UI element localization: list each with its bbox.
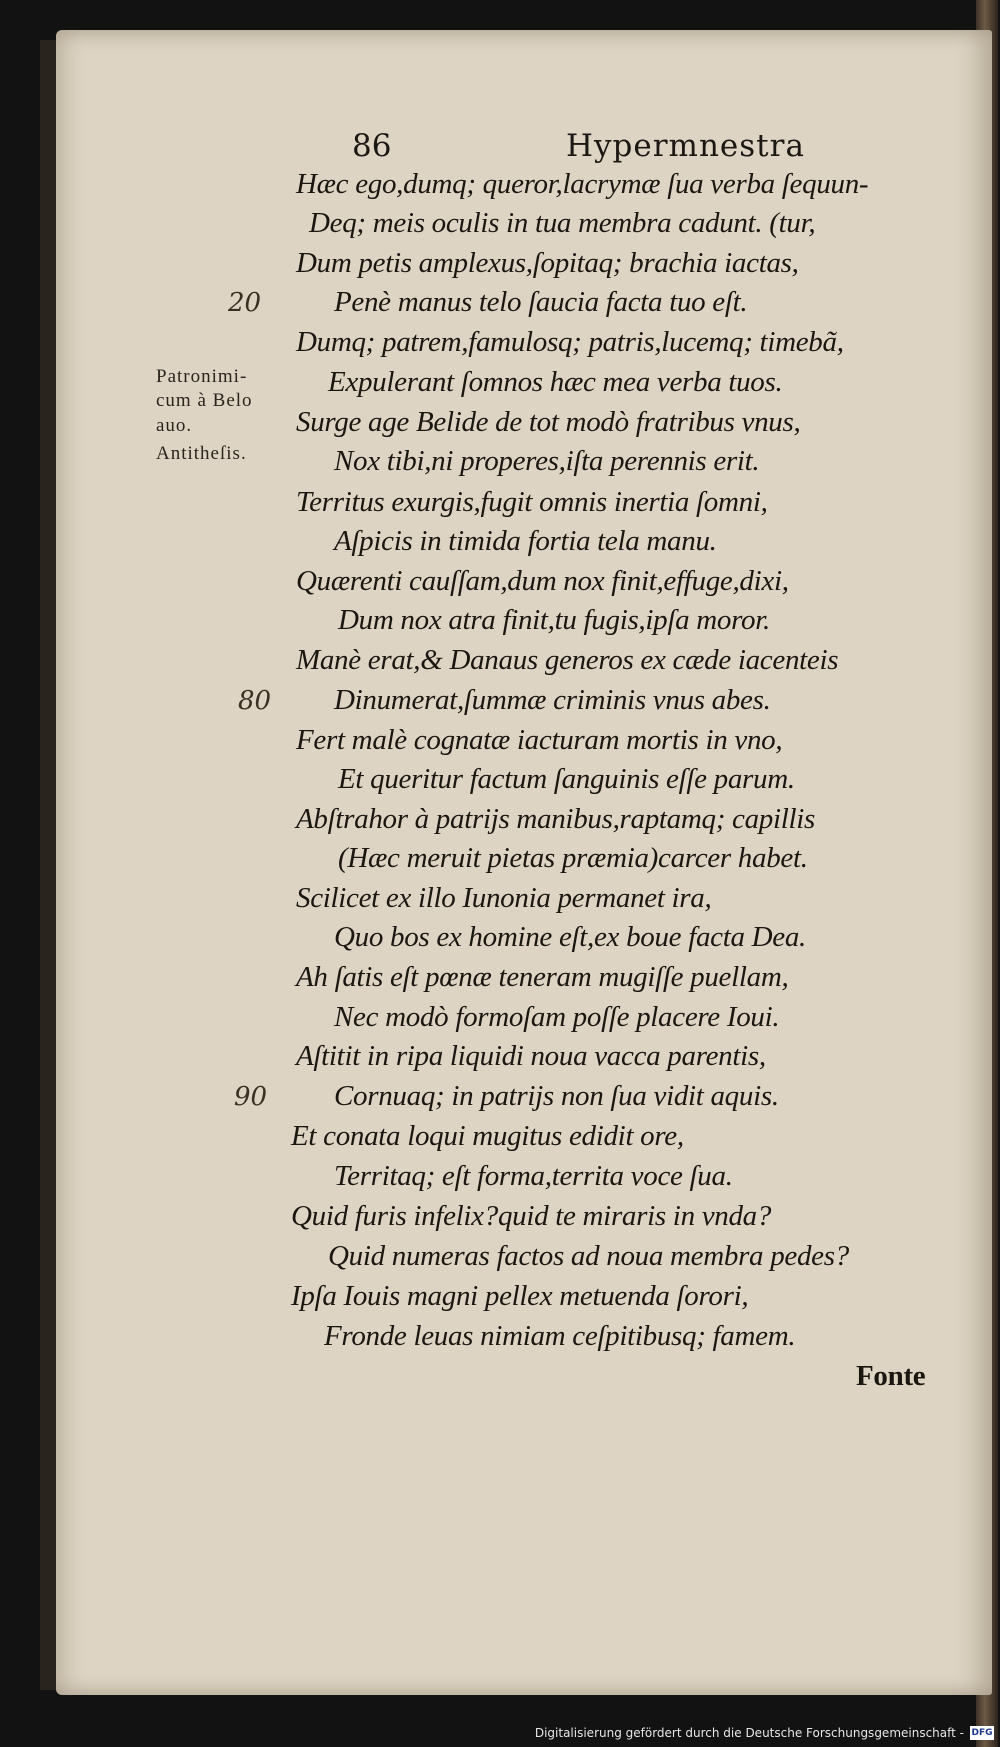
verse-line: Quærenti cauſſam,dum nox finit,effuge,dixi, <box>296 565 789 597</box>
margin-note: auo. <box>156 415 193 436</box>
verse-line: Surge age Belide de tot modò fratribus vnus, <box>296 406 801 438</box>
verse-line: Dum petis amplexus,ſopitaq; brachia iactas, <box>296 247 799 279</box>
verse-line: Hæc ego,dumq; queror,lacrymæ ſua verba ſequun- <box>296 168 869 200</box>
verse-block <box>56 30 992 1695</box>
margin-note: Patronimi- <box>156 366 248 387</box>
verse-line: Nec modò formoſam poſſe placere Ioui. <box>334 1001 780 1033</box>
dfg-logo-icon: DFG <box>971 1728 993 1738</box>
verse-line: Expulerant ſomnos hæc mea verba tuos. <box>328 366 783 398</box>
margin-note: Antitheſis. <box>156 443 247 464</box>
verse-line: Abſtrahor à patrijs manibus,raptamq; capillis <box>296 803 816 835</box>
credit-text: Digitalisierung gefördert durch die Deutsche Forschungsgemeinschaft - <box>534 1726 964 1740</box>
verse-line: Territaq; eſt forma,territa voce ſua. <box>334 1160 733 1192</box>
verse-line: Aſtitit in ripa liquidi noua vacca parentis, <box>296 1040 766 1072</box>
verse-line: Manè erat,& Danaus generos ex cæde iacenteis <box>296 644 839 676</box>
book-title: Hypermnestra <box>566 128 805 164</box>
verse-line: Dum nox atra finit,tu fugis,ipſa moror. <box>338 604 770 636</box>
verse-line: Dumq; patrem,famulosq; patris,lucemq; timebã, <box>296 326 844 358</box>
verse-line: Quid furis infelix?quid te miraris in vnda? <box>291 1200 772 1232</box>
verse-line: Et queritur factum ſanguinis eſſe parum. <box>338 763 795 795</box>
verse-line: Deq; meis oculis in tua membra cadunt. (tur, <box>309 207 816 239</box>
verse-line: Et conata loqui mugitus edidit ore, <box>291 1120 684 1152</box>
verse-line: Scilicet ex illo Iunonia permanet ira, <box>296 882 712 914</box>
verse-line: Penè manus telo ſaucia facta tuo eſt. <box>334 286 748 318</box>
catchword: Fonte <box>856 1360 926 1392</box>
verse-line: Territus exurgis,fugit omnis inertia ſomni, <box>296 486 768 518</box>
verse-line: Aſpicis in timida fortia tela manu. <box>334 525 717 557</box>
book-page <box>56 30 992 1695</box>
handwritten-line-number: 20 <box>228 288 262 318</box>
verse-line: Ipſa Iouis magni pellex metuenda ſorori, <box>291 1280 749 1312</box>
verse-line: Fert malè cognatæ iacturam mortis in vno, <box>296 724 783 756</box>
verse-line: (Hæc meruit pietas præmia)carcer habet. <box>338 842 808 874</box>
verse-line: Nox tibi,ni properes,iſta perennis erit. <box>334 445 760 477</box>
verse-line: Fronde leuas nimiam ceſpitibusq; famem. <box>324 1320 796 1352</box>
digitization-credit <box>535 1723 994 1743</box>
margin-note: cum à Belo <box>156 390 253 411</box>
verse-line: Quo bos ex homine eſt,ex boue facta Dea. <box>334 921 806 953</box>
verse-line: Ah ſatis eſt pœnæ teneram mugiſſe puellam, <box>296 961 789 993</box>
verse-line: Cornuaq; in patrijs non ſua vidit aquis. <box>334 1080 779 1112</box>
handwritten-line-number: 90 <box>234 1082 268 1112</box>
page-number: 86 <box>352 128 392 164</box>
verse-line: Dinumerat,ſummæ criminis vnus abes. <box>334 684 771 716</box>
verse-line: Quid numeras factos ad noua membra pedes? <box>328 1240 849 1272</box>
handwritten-line-number: 80 <box>238 686 272 716</box>
